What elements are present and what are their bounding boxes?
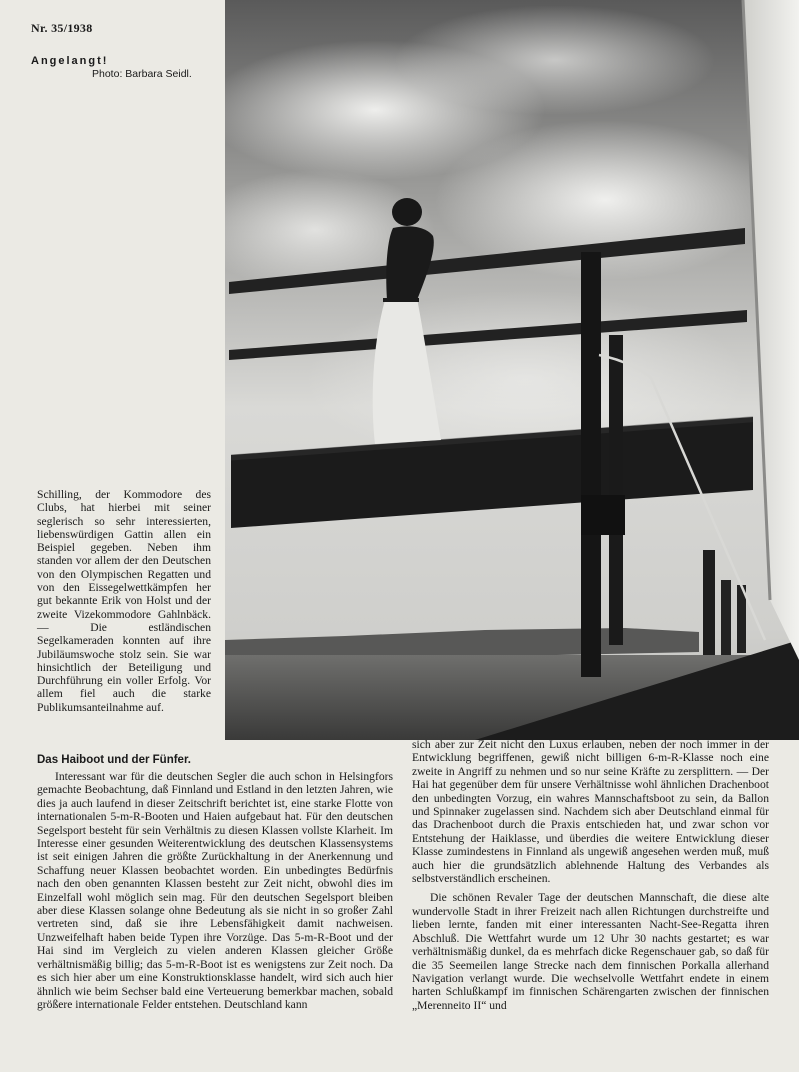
photo-woman-on-pier-icon xyxy=(225,0,799,740)
photo xyxy=(225,0,799,740)
sidebar-paragraph: Schilling, der Kommodore des Clubs, hat hierbei mit seiner seglerisch so sehr interessierten, liebenswürdigen Gattin allen ein Beispiel gegeben. Neben ihm standen vor allem der den Deutschen von den Olympischen Regatten und von den Eissegelwettkämpfen her gut bekannte Erik von Holst und der zweite Vizekommodore Gahlnbäck. — Die estländischen Segelkameraden konnten auf ihre Jubiläumswoche stolz sein. Sie war hinsichtlich der Beteiligung und Durchführung ein voller Erfolg. Vor allem fiel auch die starke Publikumsanteilnahme auf. xyxy=(37,488,211,714)
article-heading: Das Haiboot und der Fünfer. xyxy=(37,754,191,766)
article-column-2 xyxy=(412,738,769,1012)
article-paragraph: Interessant war für die deutschen Segler die auch schon in Helsingfors gemachte Beobachtung, daß Finnland und Estland in den letzten Jahren, wie dies ja auch laufend in dieser Zeitschrift berichtet ist, eine starke Flotte von internationalen 5-m-R-Booten und Haien aufgebaut hat. Für den deutschen Segelsport besteht für sein Verhältnis zu diesen Klassen vollste Klarheit. Im Interesse einer gesunden Weiterentwicklung des deutschen Klassensystems ist seit einigen Jahren die größte Zurückhaltung in der Anerkennung und Schaffung neuer Klassen beobachtet worden. Ein unbedingtes Bedürfnis nach den oben genannten Klassen besteht zur Zeit nicht, obwohl dies im Einzelfall wohl möglich sein mag. Für den deutschen Segelsport bleiben aber diese Klassen solange ohne Bedeutung als sie nicht in so großer Zahl vertreten sind, daß sie ihre Lebensfähigkeit damit nachweisen. Unzweifelhaft haben beide Typen ihre Vorzüge. Das 5-m-R-Boot und der Hai sind im Vergleich zu vielen anderen Klassen gleicher Größe verhältnismäßig billig; das 5-m-R-Boot ist es wenigstens zur Zeit noch. Da es sich hier aber um eine Konstruktionsklasse handelt, wird sich auch hier ähnlich wie beim Sechser bald eine Verteuerung bemerkbar machen, sobald größere internationale Felder entstehen. Deutschland kann xyxy=(37,770,393,1011)
article-paragraph: sich aber zur Zeit nicht den Luxus erlauben, neben der noch immer in der Entwicklung begriffenen, gewiß nicht billigen 6-m-R-Klasse noch eine zweite in Angriff zu nehmen und so nur seine Kräfte zu zersplittern. — Der Hai hat gegenüber dem für unsere Verhältnisse wohl ähnlichen Drachenboot den unbedingten Vorzug, ein wahres Mannschaftsboot zu sein, da Ballon und Spinnaker zugelassen sind. Nachdem sich aber Deutschland einmal für das Drachenboot durch die Praxis entschieden hat, und zwar schon vor Entstehung der Haiklasse, und überdies die weitere Entwicklung dieser Klasse zumindestens in Finnland als ungewiß angesehen werden muß, muß auch hier die grundsätzlich ablehnende Haltung des Verbandes als selbstverständlich erscheinen. xyxy=(412,738,769,886)
issue-number: Nr. 35/1938 xyxy=(31,21,93,35)
photo-credit: Photo: Barbara Seidl. xyxy=(92,68,192,80)
photo-caption-title: Angelangt! xyxy=(31,55,109,67)
article-column-1 xyxy=(37,770,393,1011)
article-paragraph: Die schönen Revaler Tage der deutschen Mannschaft, die diese alte wundervolle Stadt in ihrer Freizeit nach allen Richtungen durchstreifte und lieben lernte, fanden mit einer interessanten Nacht-See-Regatta ihren Abschluß. Die Wettfahrt wurde um 12 Uhr 30 nachts gestartet; es war verhältnismäßig dunkel, da es mehrfach dicke Regenschauer gab, so daß für die 35 Seemeilen lange Strecke nach dem finnischen Porkalla allerhand Navigation verlangt wurde. Die wechselvolle Wettfahrt endete in einem harten Schlußkampf im finnischen Schärengarten zwischen der finnischen „Merenneito II“ und xyxy=(412,891,769,1012)
